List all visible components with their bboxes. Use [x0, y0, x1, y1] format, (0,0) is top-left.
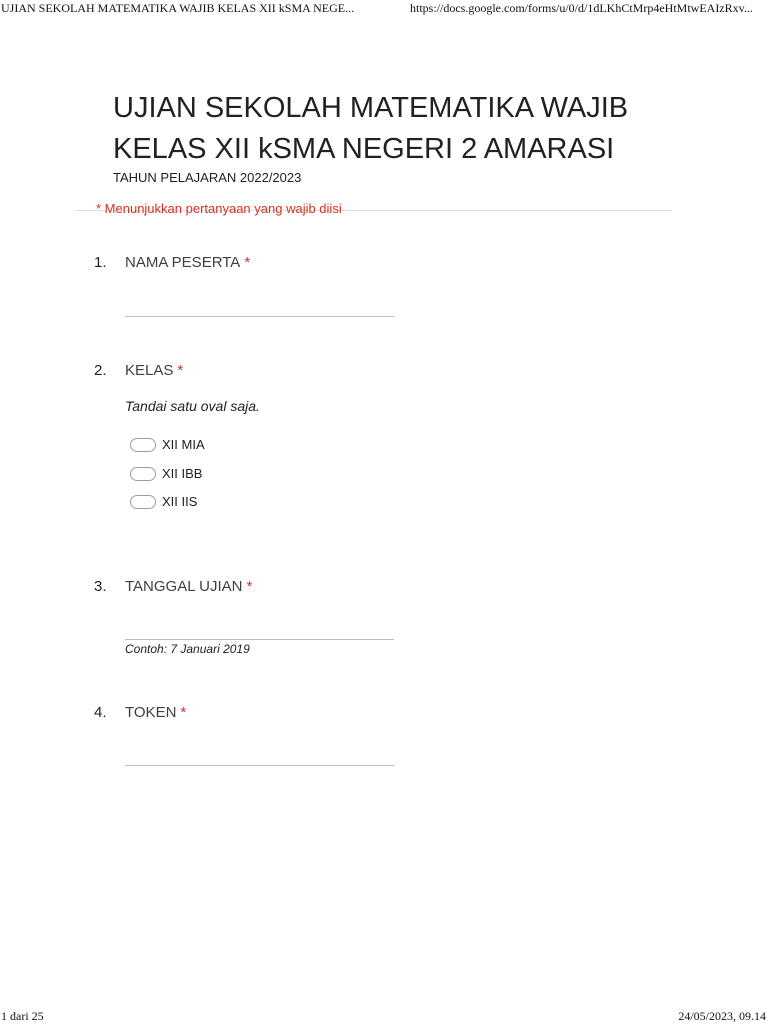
- option-label: XII MIA: [162, 437, 205, 452]
- nama-peserta-input[interactable]: [125, 316, 394, 317]
- required-asterisk: *: [246, 578, 253, 595]
- option-label: XII IIS: [162, 494, 198, 509]
- question-2-number: 2.: [94, 362, 107, 379]
- question-4-number: 4.: [94, 704, 107, 721]
- option-xii-mia[interactable]: [130, 437, 205, 452]
- question-3-text: TANGGAL UJIAN: [125, 578, 243, 595]
- print-header: [0, 1, 768, 16]
- radio-oval[interactable]: [130, 438, 156, 452]
- question-1-label: [125, 254, 250, 271]
- radio-oval[interactable]: [130, 467, 156, 481]
- question-1-number: 1.: [94, 254, 107, 271]
- form-description: TAHUN PELAJARAN 2022/2023: [113, 170, 302, 185]
- tanggal-ujian-input[interactable]: [125, 639, 394, 640]
- radio-oval[interactable]: [130, 495, 156, 509]
- page-indicator: 1 dari 25: [1, 1009, 44, 1023]
- question-4-label: [125, 704, 186, 721]
- question-2-text: KELAS: [125, 362, 174, 379]
- required-asterisk: *: [177, 362, 184, 379]
- token-input[interactable]: [125, 765, 394, 766]
- option-xii-ibb[interactable]: [130, 466, 202, 481]
- print-footer: [0, 1009, 768, 1024]
- print-header-title: UJIAN SEKOLAH MATEMATIKA WAJIB KELAS XII kSMA NEGE...: [1, 1, 355, 15]
- question-3-label: [125, 578, 252, 595]
- form-title: UJIAN SEKOLAH MATEMATIKA WAJIB KELAS XII kSMA NEGERI 2 AMARASI: [113, 92, 629, 165]
- question-4-text: TOKEN: [125, 704, 177, 721]
- question-2-label: [125, 362, 183, 379]
- required-note: * Menunjukkan pertanyaan yang wajib diisi: [96, 201, 342, 216]
- required-asterisk: *: [244, 254, 251, 271]
- print-datetime: 24/05/2023, 09.14: [678, 1009, 766, 1023]
- print-header-url: https://docs.google.com/forms/u/0/d/1dLKhCtMrp4eHtMtwEAIzRxv...: [410, 1, 753, 15]
- question-3-number: 3.: [94, 578, 107, 595]
- question-1-text: NAMA PESERTA: [125, 254, 241, 271]
- question-2-instruction: Tandai satu oval saja.: [125, 398, 260, 414]
- question-3-hint: Contoh: 7 Januari 2019: [125, 642, 250, 656]
- required-asterisk: *: [180, 704, 187, 721]
- option-label: XII IBB: [162, 466, 203, 481]
- option-xii-iis[interactable]: [130, 494, 197, 509]
